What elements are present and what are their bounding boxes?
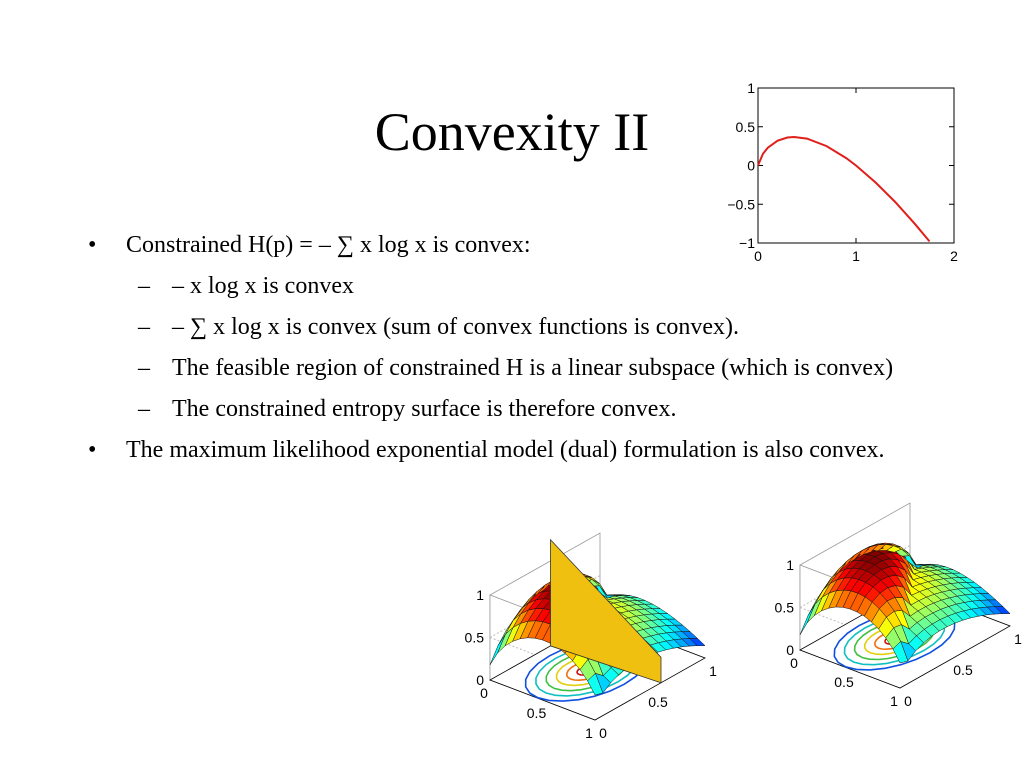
sub-bullet-item: [88, 310, 948, 345]
x-tick-label: 0: [754, 248, 762, 264]
entropy-line-plot: [720, 78, 970, 268]
y-tick-label: 0.5: [735, 118, 755, 135]
x-tick-label: 0: [790, 655, 798, 671]
x-tick-label: 0.5: [526, 705, 547, 721]
bullet-marker: –: [138, 355, 150, 381]
y-tick-label: −0.5: [727, 196, 755, 213]
x-tick-label: 0.5: [834, 674, 854, 690]
y-tick-label: 1: [709, 663, 717, 679]
y-tick-label: 0: [599, 725, 607, 741]
z-tick-label: 1: [476, 587, 484, 603]
y-tick-label: 0.5: [648, 694, 668, 710]
y-tick-label: −1: [739, 235, 755, 251]
y-tick-label: 1: [1014, 631, 1022, 647]
y-tick-label: 0: [904, 693, 912, 709]
x-tick-label: 1: [890, 693, 898, 709]
x-tick-label: 0: [480, 685, 488, 701]
bullet-text: – ∑ x log x is convex (sum of convex functions is convex).: [172, 314, 740, 340]
y-tick-label: 1: [747, 80, 755, 96]
bullet-text: The constrained entropy surface is therefore convex.: [172, 396, 677, 422]
sub-bullet-item: [88, 392, 948, 427]
bullet-marker: –: [138, 273, 150, 299]
z-tick-label: 1: [786, 557, 794, 573]
slide-title: Convexity II: [374, 102, 650, 162]
x-tick-label: 1: [585, 725, 593, 741]
x-tick-label: 2: [950, 248, 958, 264]
x-tick-label: 1: [852, 248, 860, 264]
z-tick-label: 0.5: [774, 599, 794, 616]
bullet-text: Constrained H(p) = – ∑ x log x is convex:: [126, 232, 531, 258]
surface-plot-with-plane: [440, 550, 720, 750]
sub-bullet-item: [88, 269, 948, 304]
sub-bullet-item: [88, 351, 948, 386]
z-tick-label: 0: [786, 642, 794, 658]
bullet-marker: –: [138, 314, 150, 340]
y-tick-label: 0: [747, 157, 755, 174]
z-tick-label: 0.5: [464, 629, 484, 646]
bullet-text: The feasible region of constrained H is a linear subspace (which is convex): [172, 355, 894, 381]
z-tick-label: 0: [476, 672, 484, 688]
bullet-marker: –: [138, 396, 150, 422]
bullet-text: – x log x is convex: [172, 273, 354, 299]
bullet-text: The maximum likelihood exponential model (dual) formulation is also convex.: [126, 437, 885, 463]
bullet-item: [88, 433, 948, 468]
y-tick-label: 0.5: [953, 662, 973, 678]
bullet-marker: •: [88, 437, 97, 463]
surface-plot: [760, 520, 1020, 720]
bullet-marker: •: [88, 232, 97, 258]
